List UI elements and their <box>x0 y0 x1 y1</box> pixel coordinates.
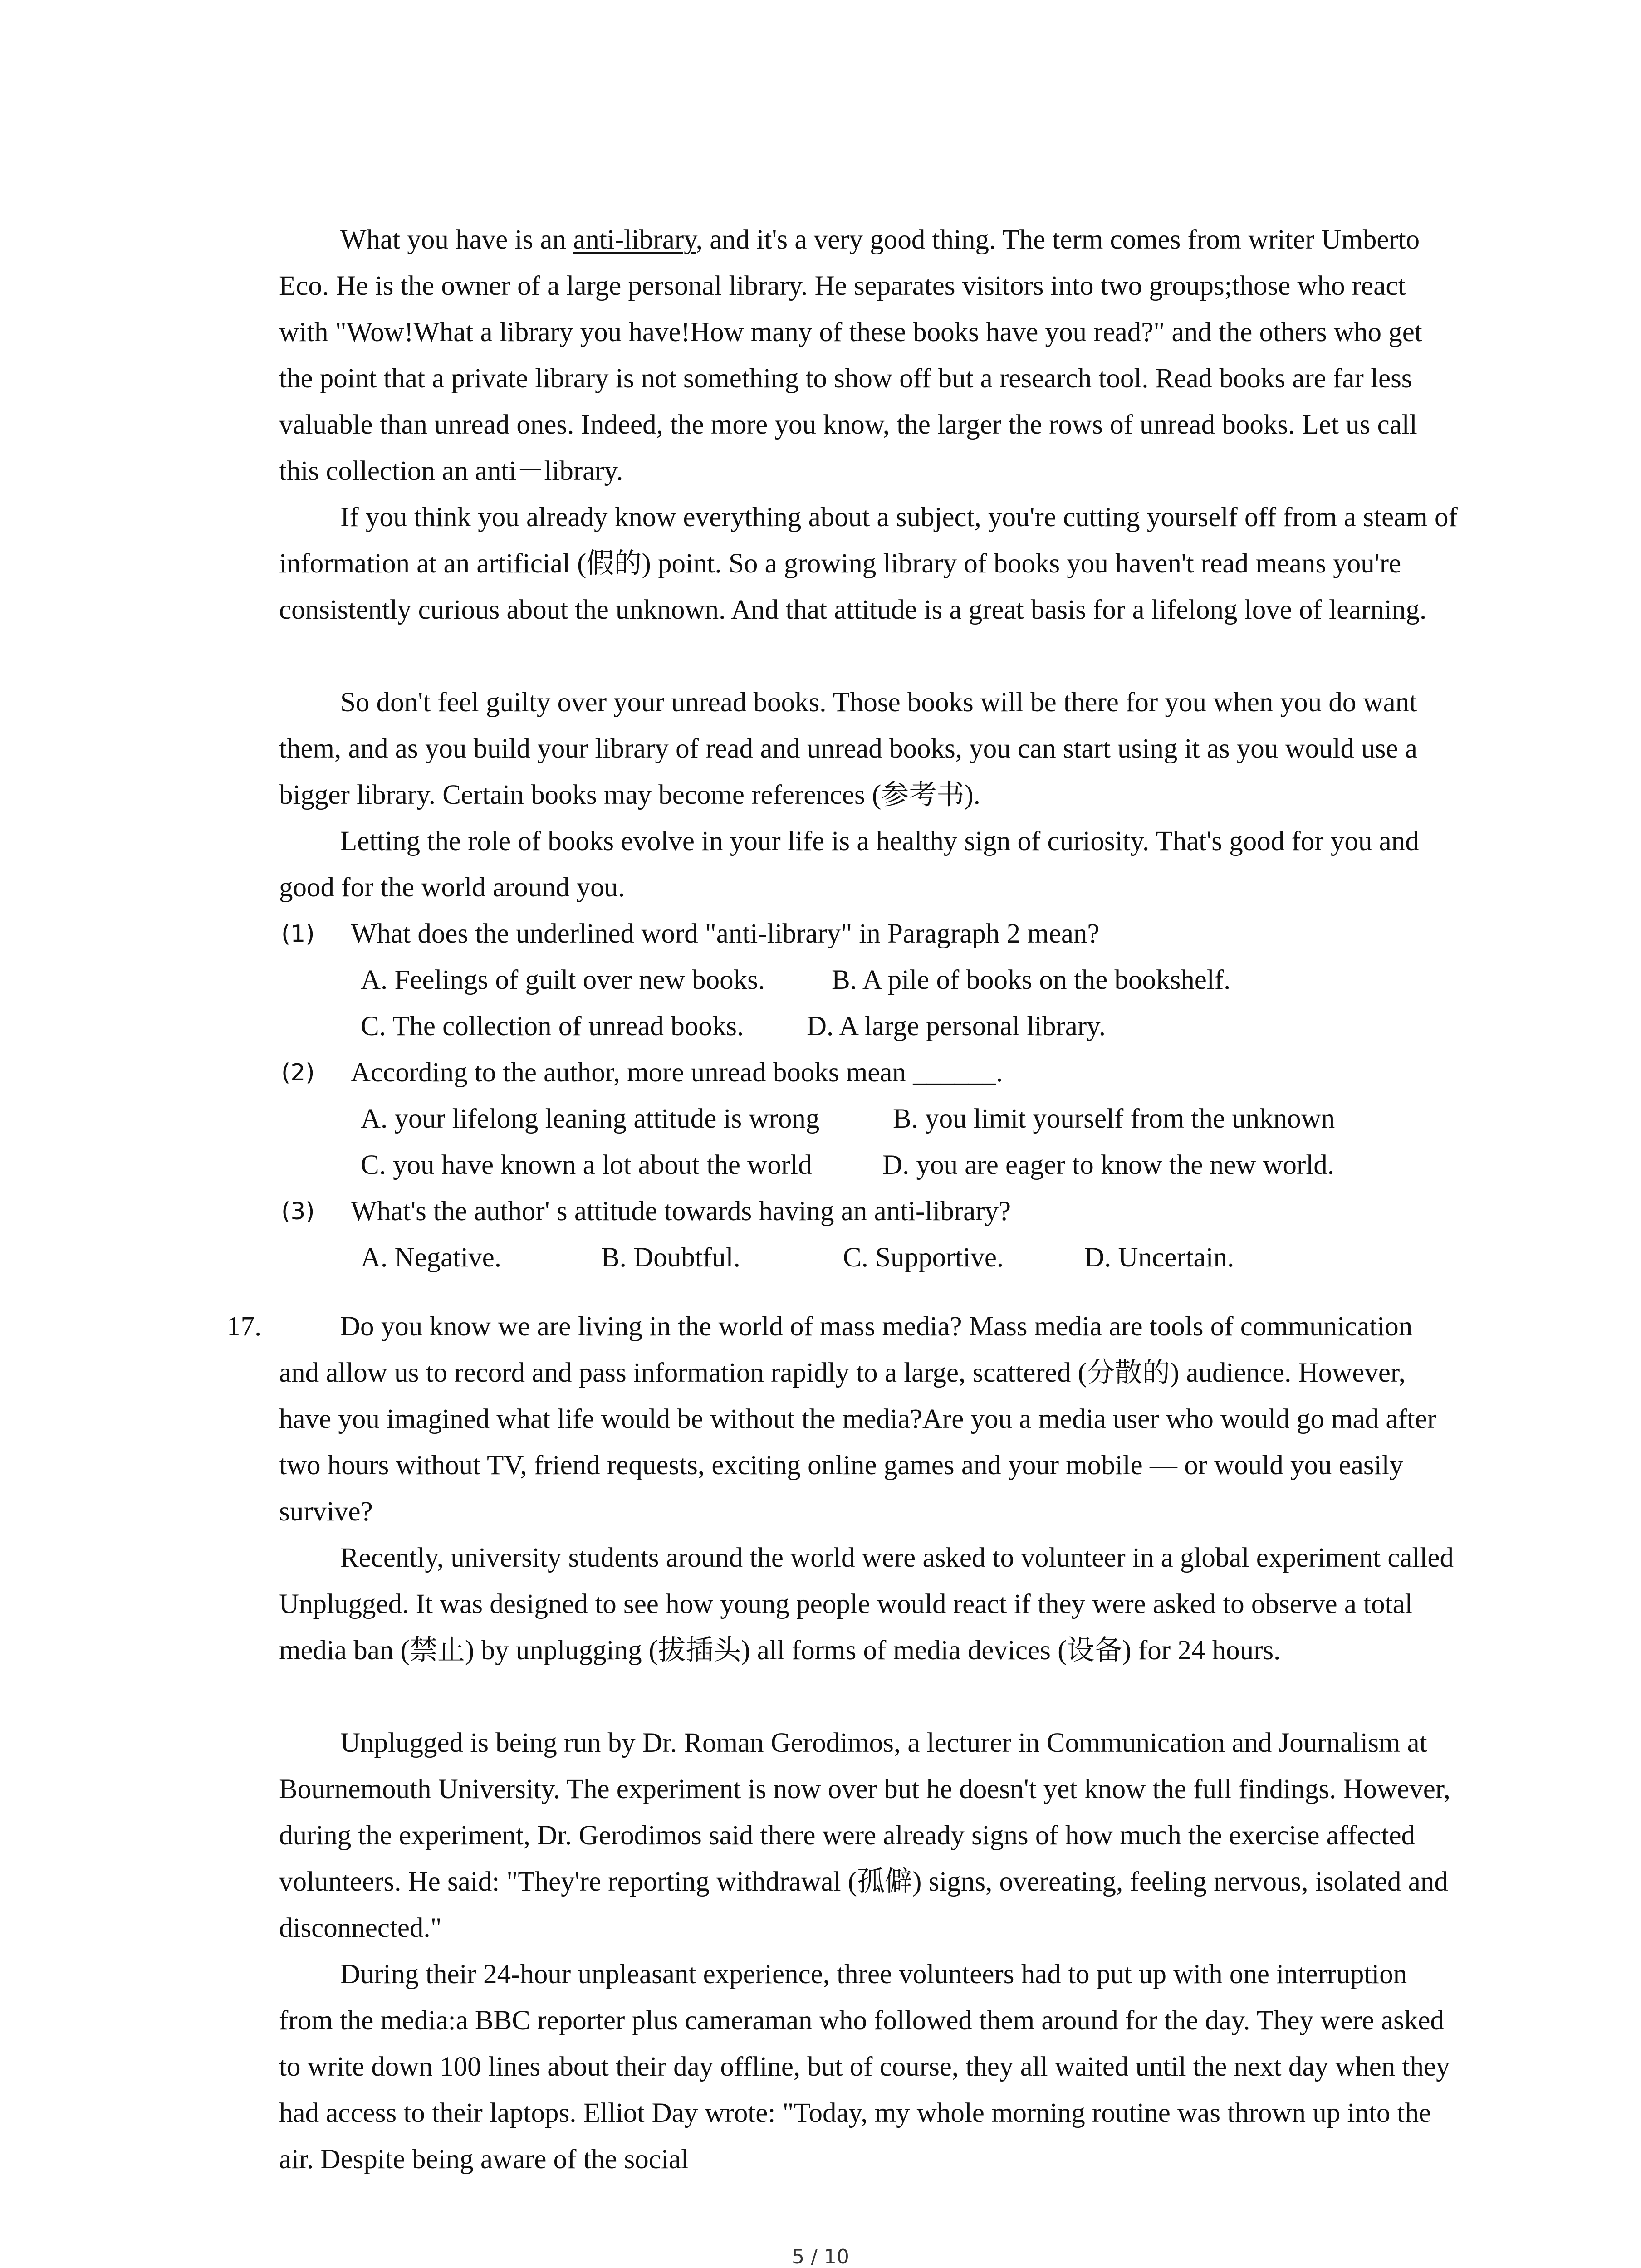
option-d: D. Uncertain. <box>1084 1242 1234 1273</box>
option-c: C. you have known a lot about the world <box>361 1150 812 1180</box>
option-d: D. you are eager to know the new world. <box>882 1150 1335 1180</box>
passage16-paragraph-1 <box>279 217 1459 494</box>
passage17-paragraph-1: Do you know we are living in the world of mass media? Mass media are tools of communication and allow us to record and pass information rapidly to a large, scattered (分散的) audience. However, have you imagined what life would be without the media?Are you a media user who would go mad after two hours without TV, friend requests, exciting online games and your mobile — or would you easily survive? <box>279 1311 1437 1527</box>
page-number: 5 / 10 <box>792 2245 849 2268</box>
passage17-paragraph-2: Recently, university students around the world were asked to volunteer in a global experiment called Unplugged. It was designed to see how young people would react if they were asked to observe a total media ban (禁止) by unplugging (拔插头) all forms of media devices (设备) for 24 hours. <box>279 1543 1454 1666</box>
passage17-paragraph-3: Unplugged is being run by Dr. Roman Gerodimos, a lecturer in Communication and Journalism at Bournemouth University. The experiment is now over but he doesn't yet know the full findings. However, during the experiment, Dr. Gerodimos said there were already signs of how much the exercise affected volunteers. He said: "They're reporting withdrawal (孤僻) signs, overeating, feeling nervous, isolated and disconnected." <box>279 1728 1450 1943</box>
option-c: C. Supportive. <box>843 1242 1004 1273</box>
question-text: According to the author, more unread books mean ______. <box>351 1057 1003 1088</box>
option-b: B. A pile of books on the bookshelf. <box>832 965 1231 995</box>
question-text: What's the author' s attitude towards having an anti-library? <box>351 1196 1011 1227</box>
option-a: A. Feelings of guilt over new books. <box>361 965 765 995</box>
option-a: A. Negative. <box>361 1242 501 1273</box>
passage16-paragraph-4: Letting the role of books evolve in your life is a healthy sign of curiosity. That's good for you and good for the world around you. <box>279 826 1419 903</box>
option-b: B. you limit yourself from the unknown <box>893 1104 1335 1134</box>
option-d: D. A large personal library. <box>807 1011 1106 1041</box>
paragraph-text: What you have is an <box>340 225 573 255</box>
passage16-paragraph-2: If you think you already know everything about a subject, you're cutting yourself off from a steam of information at an artificial (假的) point. So a growing library of books you haven't read means you're consistently curious about the unknown. And that attitude is a great basis for a lifelong love of learning. <box>279 502 1458 625</box>
passage16-paragraph-3: So don't feel guilty over your unread books. Those books will be there for you when you do want them, and as you build your library of read and unread books, you can start using it as you would use a bigger library. Certain books may become references (参考书). <box>279 687 1417 810</box>
question-text: What does the underlined word "anti-library" in Paragraph 2 mean? <box>351 919 1100 949</box>
option-c: C. The collection of unread books. <box>361 1011 744 1041</box>
passage-number: 17. <box>227 1311 262 1342</box>
underlined-word: anti-library <box>573 225 696 255</box>
option-a: A. your lifelong leaning attitude is wrong <box>361 1104 820 1134</box>
question-number: (1) <box>281 920 315 948</box>
paragraph-text: , and it's a very good thing. The term comes from writer Umberto Eco. He is the owner of a large personal library. He separates visitors into two groups;those who react with "Wow!What a library you have!How many of these books have you read?" and the others who get the point that a private library is not something to show off but a research tool. Read books are far less valuable than unread ones. Indeed, the more you know, the larger the rows of unread books. Let us call this collection an anti－library. <box>279 225 1422 486</box>
question-number: (2) <box>281 1059 315 1086</box>
question-number: (3) <box>281 1198 315 1225</box>
option-b: B. Doubtful. <box>601 1242 740 1273</box>
passage17-paragraph-4: During their 24-hour unpleasant experience, three volunteers had to put up with one interruption from the media:a BBC reporter plus cameraman who followed them around for the day. They were asked to write down 100 lines about their day offline, but of course, they all waited until the next day when they had access to their laptops. Elliot Day wrote: "Today, my whole morning routine was thrown up into the air. Despite being aware of the social <box>279 1959 1450 2175</box>
